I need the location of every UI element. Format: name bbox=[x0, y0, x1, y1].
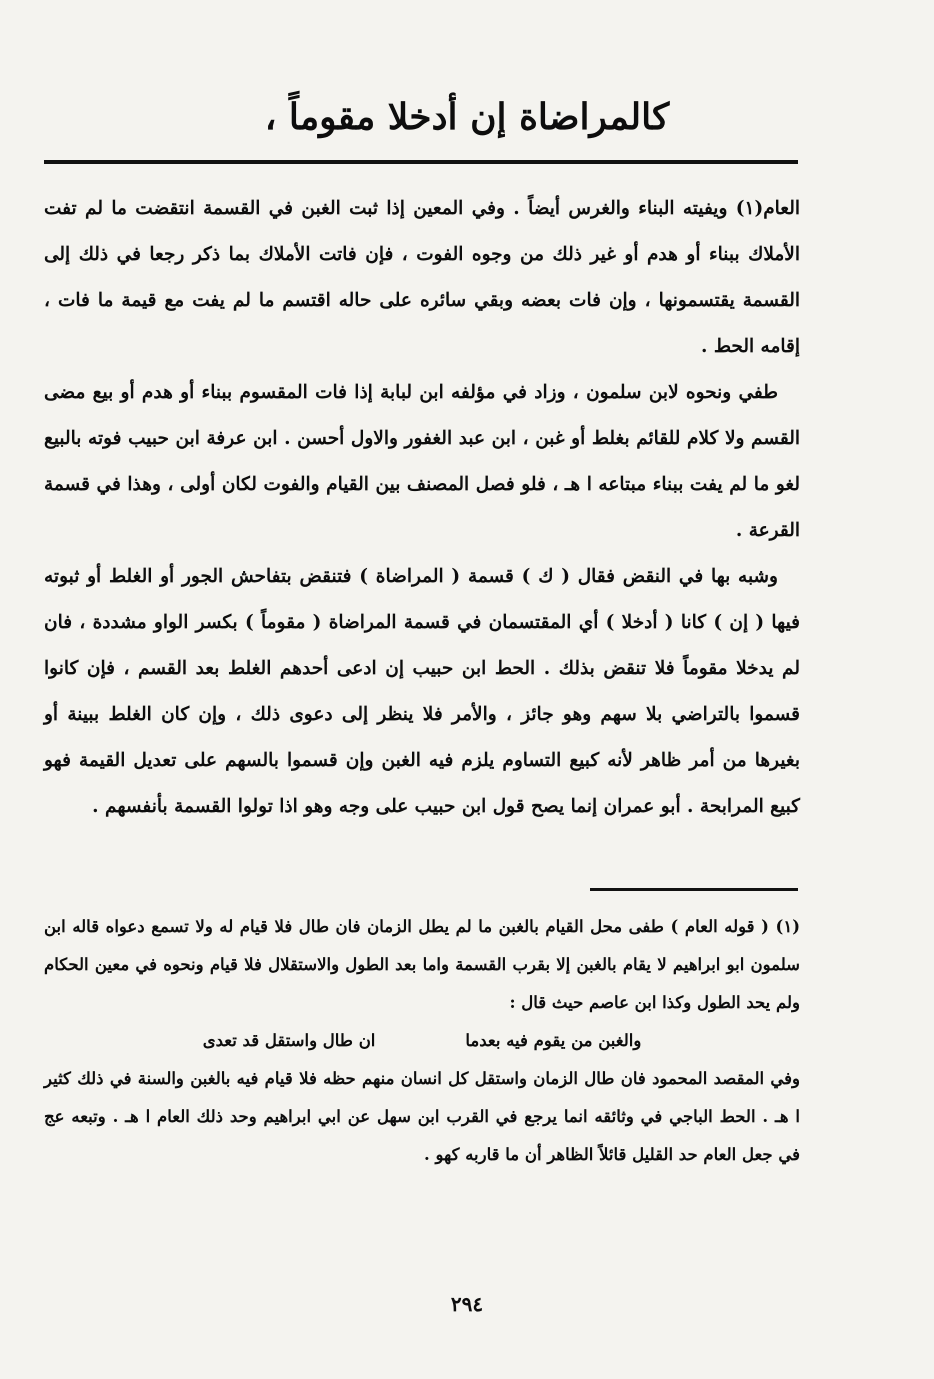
footnote-divider bbox=[590, 888, 798, 891]
page-header-title: كالمراضاة إن أدخلا مقوماً ، bbox=[264, 96, 670, 138]
main-text-body bbox=[44, 186, 800, 830]
body-paragraph: العام(١) ويفيته البناء والغرس أيضاً . وفي المعين إذا ثبت الغبن في القسمة انتقضت ما لم تفت الأملاك ببناء أو هدم أو غير ذلك من وجوه الفوت ، فإن فاتت الأملاك بما ذكر رجعا في ذلك إلى القسمة يقتسمونها ، وإن فات بعضه وبقي سائره على حاله اقتسم ما لم يفت مع قيمة ما فات ، إقامه الحط . bbox=[44, 198, 800, 357]
page-number: ٢٩٤ bbox=[450, 1292, 484, 1316]
footnote-paragraph: (١) ( قوله العام ) طفى محل القيام بالغبن ما لم يطل الزمان فان طال فلا قيام له ولا تسمع دعواه قاله ابن سلمون ابو ابراهيم لا يقام بالغبن إلا بقرب القسمة واما بعد الطول والاستقلال فلا قيام ونحوه في معين الحكام ولم يحد الطول وكذا ابن عاصم حيث قال : bbox=[44, 917, 800, 1012]
body-paragraph: طفي ونحوه لابن سلمون ، وزاد في مؤلفه ابن لبابة إذا فات المقسوم ببناء أو هدم أو بيع مضى القسم ولا كلام للقائم بغلط أو غبن ، ابن عبد الغفور والاول أحسن . ابن عرفة ابن حبيب فوته بالبيع لغو ما لم يفت ببناء مبتاعه ا هـ ، فلو فصل المصنف بين القيام والفوت لكان أولى ، وهذا في قسمة القرعة . bbox=[44, 382, 800, 541]
verse-first-hemistich: والغبن من يقوم فيه بعدما bbox=[465, 1031, 642, 1050]
footnote-verse bbox=[44, 1022, 800, 1060]
verse-second-hemistich: ان طال واستقل قد تعدى bbox=[202, 1031, 376, 1050]
footnote-paragraph: وفي المقصد المحمود فان طال الزمان واستقل كل انسان منهم حظه فلا قيام فيه بالغبن والسنة في ذلك كثير ا هـ . الحط الباجي في وثائقه انما يرجع في القرب ابن سهل عن ابي ابراهيم وحد ذلك العام ا هـ . وتبعه عج في جعل العام حد القليل قائلاً الظاهر أن ما قاربه كهو . bbox=[44, 1069, 800, 1164]
body-paragraph: وشبه بها في النقض فقال ( ك ) قسمة ( المراضاة ) فتنقض بتفاحش الجور أو الغلط أو ثبوته فيها ( إن ) كانا ( أدخلا ) أي المقتسمان في قسمة المراضاة ( مقوماً ) بكسر الواو مشددة ، فان لم يدخلا مقوماً فلا تنقض بذلك . الحط ابن حبيب إن ادعى أحدهم الغلط بعد القسم ، فإن كانوا قسموا بالتراضي بلا سهم وهو جائز ، والأمر فلا ينظر إلى دعوى ذلك ، وإن كان الغلط ببينة أو بغيرها من أمر ظاهر لأنه كبيع التساوم يلزم فيه الغبن وإن قسموا بالسهم على تعديل القيمة فهو كبيع المرابحة . أبو عمران إنما يصح قول ابن حبيب على وجه وهو اذا تولوا القسمة بأنفسهم . bbox=[44, 566, 800, 817]
header-divider bbox=[44, 160, 798, 164]
footnote-block bbox=[44, 908, 800, 1174]
